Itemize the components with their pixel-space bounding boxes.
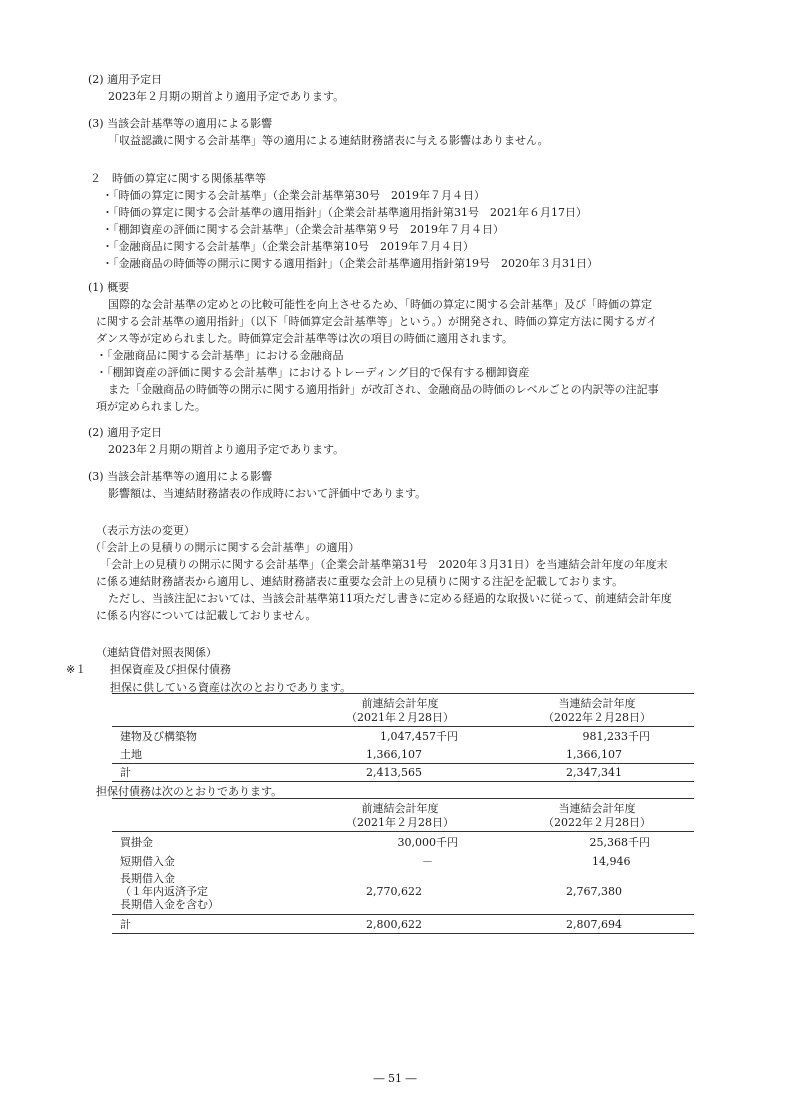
bullet-item: ・「時価の算定に関する会計基準」（企業会計基準第30号 2019年７月４日）: [102, 189, 485, 202]
body-text: に関する会計基準の適用指針」（以下「時価算定会計基準等」という。）が開発され、時価の算定方法に関するガイ: [96, 315, 658, 328]
table-total-prev: 2,800,622: [366, 918, 422, 931]
section-heading: (3) 当該会計基準等の適用による影響: [88, 470, 273, 483]
body-text: 担保付債務は次のとおりであります。: [96, 785, 283, 798]
table-cell-curr: 981,233千円: [582, 730, 650, 743]
table-row-label: 短期借入金: [120, 855, 175, 868]
table-cell-prev: 1,047,457千円: [380, 730, 458, 743]
table-total-label: 計: [120, 766, 131, 779]
body-text: 「収益認識に関する会計基準」等の適用による連結財務諸表に与える影響はありません。: [108, 134, 549, 147]
body-text: に係る内容については記載しておりません。: [96, 609, 317, 622]
table-cell-prev: －: [422, 855, 433, 868]
table-rule: [112, 831, 694, 832]
column-header: 当連結会計年度: [558, 697, 636, 710]
note-mark: ※１: [66, 663, 87, 676]
bullet-item: ・「棚卸資産の評価に関する会計基準」（企業会計基準第９号 2019年７月４日）: [102, 223, 504, 236]
table-row-label: 建物及び構築物: [120, 730, 197, 743]
section-heading: (2) 適用予定日: [88, 73, 163, 86]
bullet-item: ・「金融商品に関する会計基準」（企業会計基準第10号 2019年７月４日）: [102, 240, 474, 253]
table-rule: [112, 726, 694, 727]
body-text: ただし、当該注記においては、当該会計基準第11項ただし書きに定める経過的な取扱いに従って、前連結会計年度: [108, 592, 672, 605]
table-cell-curr: 25,368千円: [589, 836, 650, 849]
table-total-curr: 2,807,694: [566, 918, 622, 931]
sub-heading: （「会計上の見積りの開示に関する会計基準」の適用）: [90, 541, 360, 554]
column-header-date: （2021年２月28日）: [346, 816, 454, 829]
table-rule: [112, 781, 694, 782]
column-header: 当連結会計年度: [558, 802, 636, 815]
table-rule: [112, 798, 694, 799]
body-text: 国際的な会計基準の定めとの比較可能性を向上させるため、「時価の算定に関する会計基準」及び「時価の算定: [108, 298, 653, 311]
section-heading: （連結貸借対照表関係）: [96, 646, 217, 659]
note-title: 担保資産及び担保付債務: [110, 663, 231, 676]
body-text: ダンス等が定められました。時価算定会計基準等は次の項目の時価に適用されます。: [96, 332, 513, 345]
table-total-curr: 2,347,341: [566, 766, 622, 779]
table-row-label: 長期借入金: [120, 872, 175, 885]
table-rule: [112, 933, 694, 934]
page-number: ― 51 ―: [373, 1072, 417, 1085]
bullet-item: ・「金融商品に関する会計基準」における金融商品: [96, 349, 344, 362]
bullet-item: ・「金融商品の時価等の開示に関する適用指針」（企業会計基準適用指針第19号 2020年３月31日）: [102, 257, 598, 270]
column-header-date: （2022年２月28日）: [543, 711, 651, 724]
bullet-item: ・「時価の算定に関する会計基準の適用指針」（企業会計基準適用指針第31号 2021年６月17日）: [102, 206, 587, 219]
body-text: 影響額は、当連結財務諸表の作成時において評価中であります。: [108, 487, 427, 500]
column-header-date: （2021年２月28日）: [346, 711, 454, 724]
body-text: に係る連結財務諸表から適用し、連結財務諸表に重要な会計上の見積りに関する注記を記載しております。: [96, 575, 624, 588]
body-text: 2023年２月期の期首より適用予定であります。: [108, 90, 345, 103]
column-header: 前連結会計年度: [361, 697, 439, 710]
table-cell-curr: 2,767,380: [566, 885, 622, 898]
table-cell-prev: 1,366,107: [366, 748, 422, 761]
body-text: 項が定められました。: [96, 400, 206, 413]
table-total-label: 計: [120, 918, 131, 931]
bullet-item: ・「棚卸資産の評価に関する会計基準」におけるトレーディング目的で保有する棚卸資産: [96, 366, 530, 379]
table-rule: [112, 763, 694, 764]
table-row-label: 長期借入金を含む）: [120, 898, 219, 911]
table-row-label: 土地: [120, 748, 142, 761]
section-title: ２ 時価の算定に関する関係基準等: [90, 172, 266, 185]
table-cell-prev: 2,770,622: [366, 885, 422, 898]
table-row-label: （１年内返済予定: [120, 885, 208, 898]
table-cell-curr: 1,366,107: [566, 748, 622, 761]
section-heading: （表示方法の変更）: [96, 524, 195, 537]
table-cell-curr: 14,946: [592, 855, 631, 868]
column-header-date: （2022年２月28日）: [543, 816, 651, 829]
table-row-label: 買掛金: [120, 836, 153, 849]
body-text: また「金融商品の時価等の開示に関する適用指針」が改訂され、金融商品の時価のレベルごとの内訳等の注記事: [108, 383, 659, 396]
table-total-prev: 2,413,565: [366, 766, 422, 779]
body-text: 「会計上の見積りの開示に関する会計基準」（企業会計基準第31号 2020年３月31日）を当連結会計年度の年度末: [100, 558, 668, 571]
table-rule: [112, 914, 694, 915]
section-heading: (1) 概要: [88, 281, 130, 294]
section-heading: (2) 適用予定日: [88, 426, 163, 439]
column-header: 前連結会計年度: [361, 802, 439, 815]
table-cell-prev: 30,000千円: [397, 836, 458, 849]
body-text: 担保に供している資産は次のとおりであります。: [110, 681, 352, 694]
section-heading: (3) 当該会計基準等の適用による影響: [88, 117, 273, 130]
table-rule: [112, 693, 694, 694]
body-text: 2023年２月期の期首より適用予定であります。: [108, 443, 345, 456]
